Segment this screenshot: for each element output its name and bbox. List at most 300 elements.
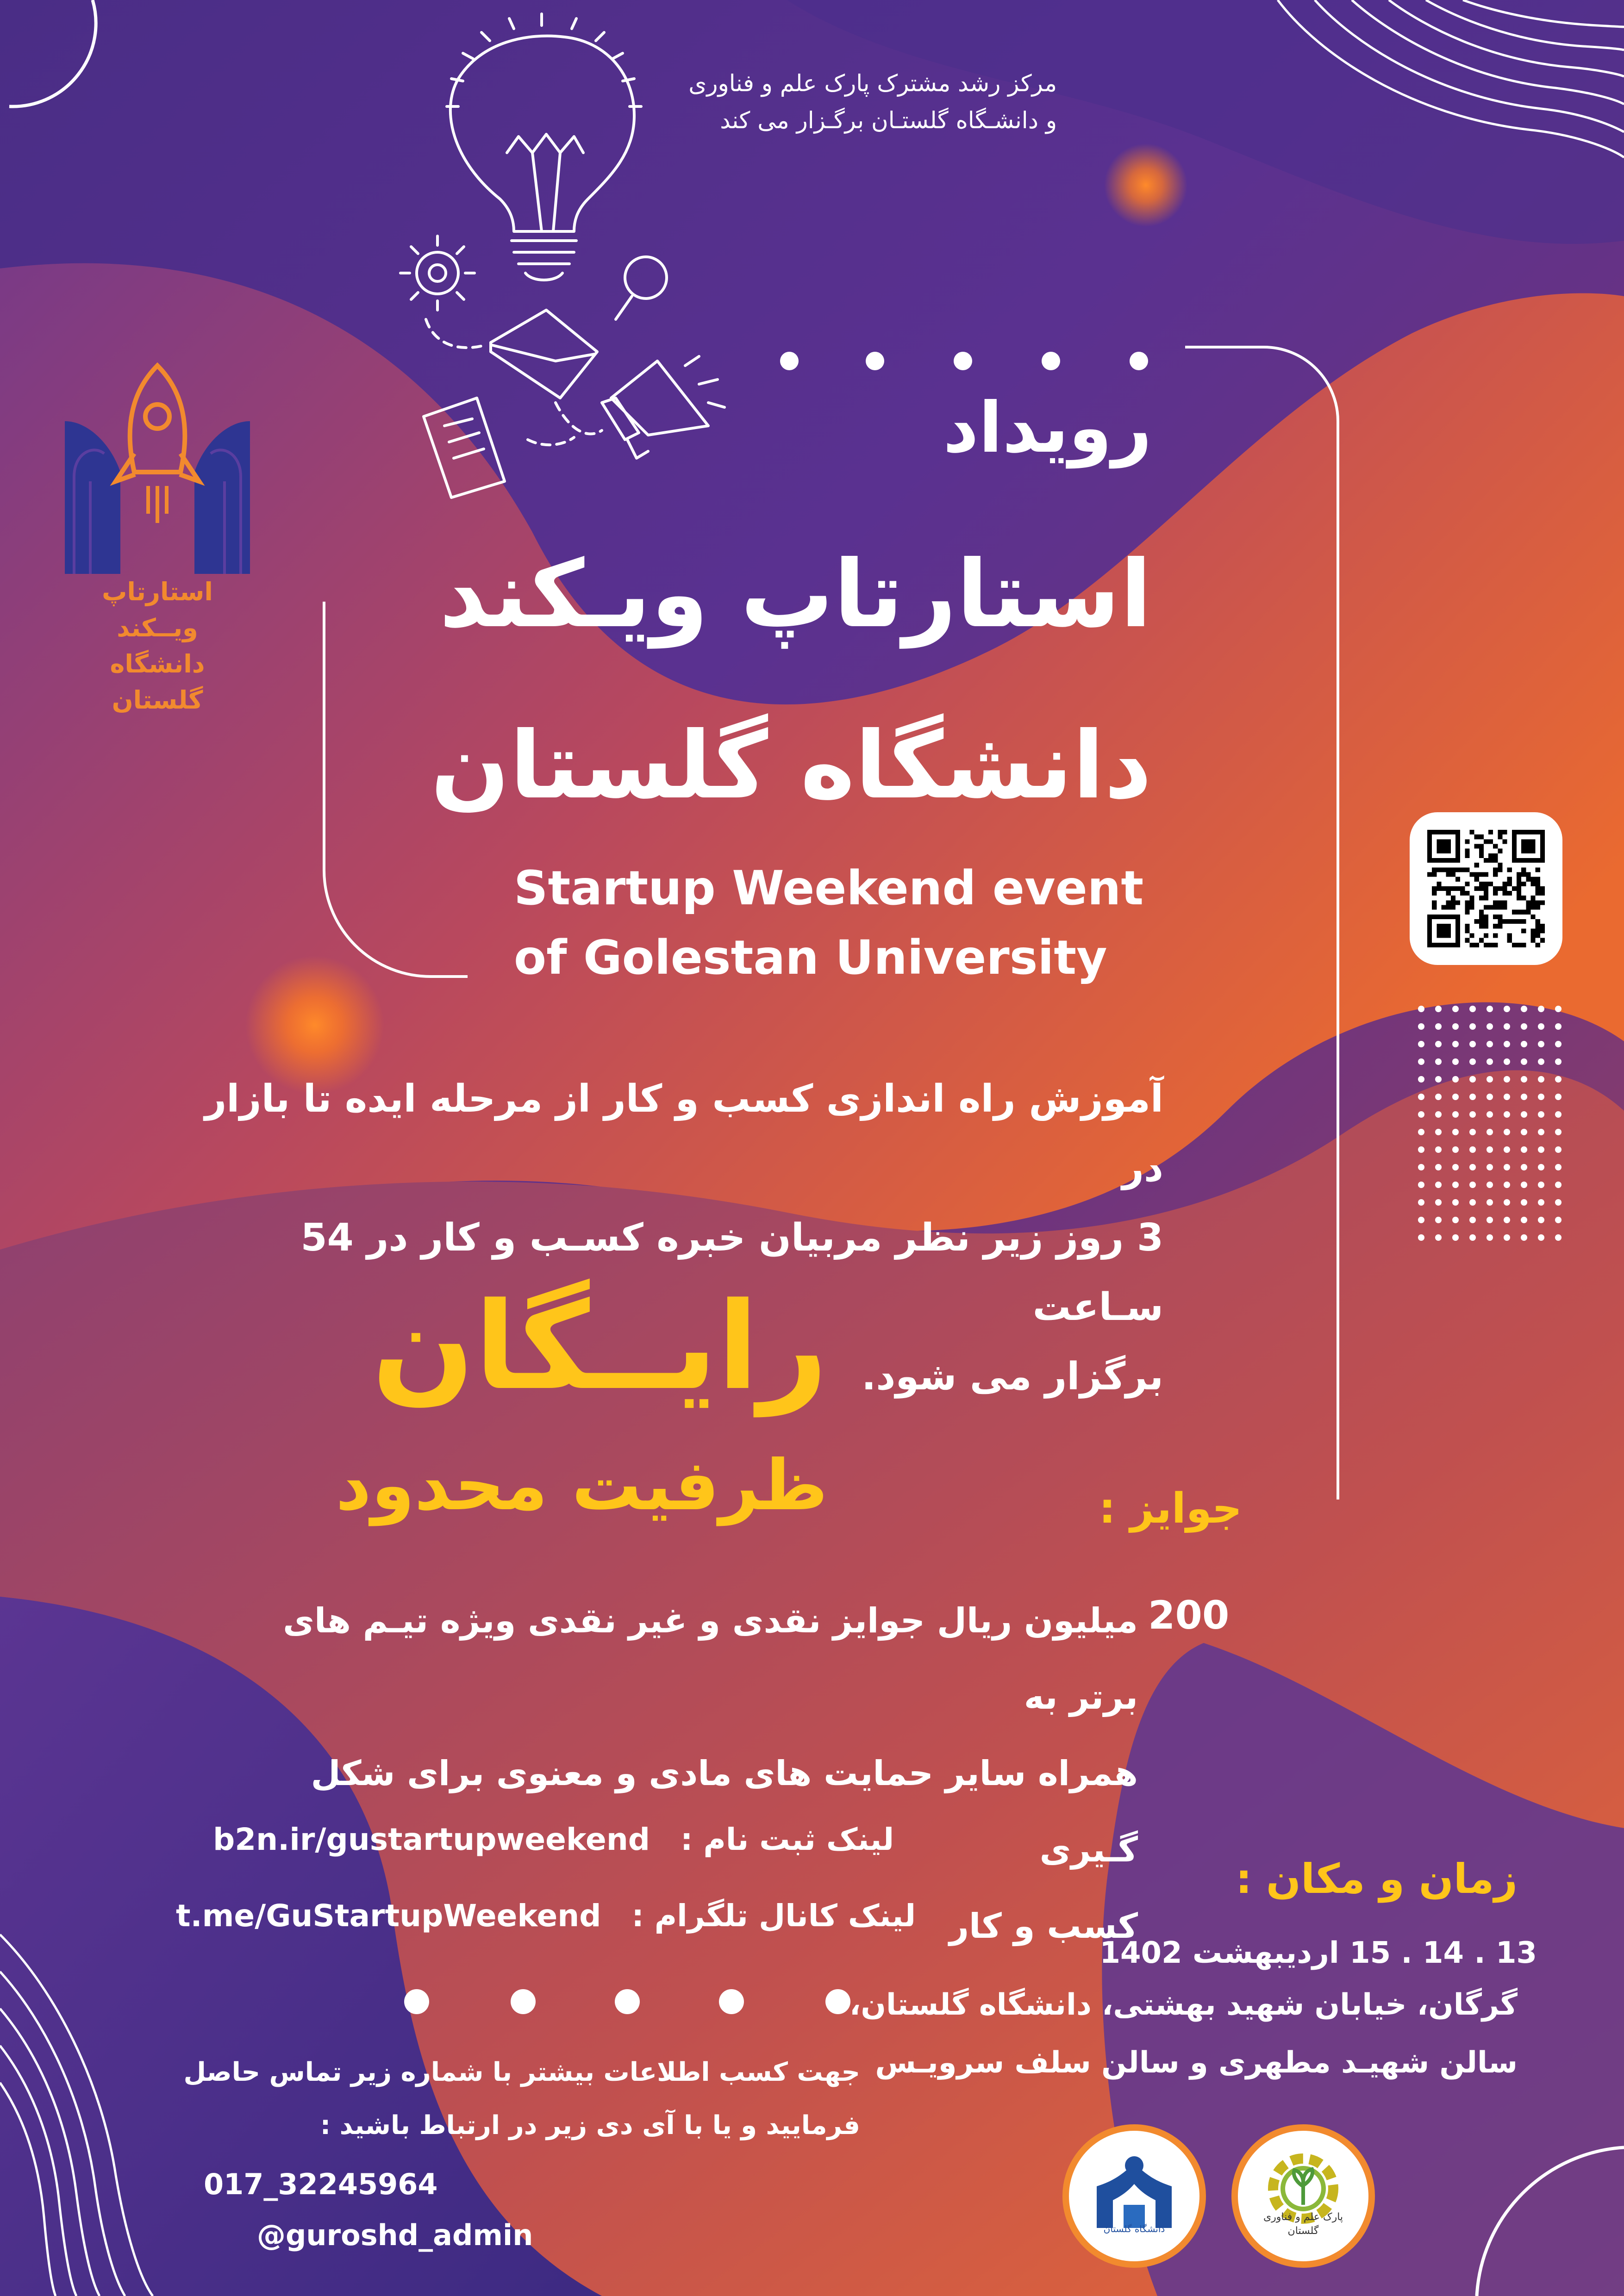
decor-dot — [1418, 1041, 1424, 1047]
qr-module — [1465, 891, 1469, 896]
decor-dot — [1504, 1041, 1510, 1047]
qr-module — [1517, 943, 1521, 947]
decor-dot — [1435, 1164, 1442, 1170]
qr-module — [1517, 886, 1521, 891]
qr-module — [1437, 886, 1441, 891]
qr-module — [1493, 886, 1498, 891]
decor-dot — [1521, 1146, 1527, 1153]
decor-dot — [1435, 1129, 1442, 1135]
decor-dot — [1435, 1023, 1442, 1030]
decor-dot — [1418, 1058, 1424, 1065]
decor-dot — [1452, 1111, 1459, 1118]
qr-module — [1498, 863, 1502, 867]
qr-module — [1484, 943, 1488, 947]
qr-module — [1474, 919, 1479, 924]
qr-module — [1484, 924, 1488, 928]
qr-module — [1451, 872, 1455, 877]
contact-id[interactable]: @guroshd_admin — [257, 2218, 533, 2252]
qr-module — [1517, 882, 1521, 886]
qr-module — [1469, 900, 1474, 905]
decor-dot — [1452, 1182, 1459, 1188]
qr-module — [1531, 905, 1536, 910]
qr-module — [1474, 943, 1479, 947]
qr-module — [1526, 872, 1530, 877]
qr-module — [1503, 886, 1507, 891]
qr-module — [1521, 928, 1526, 933]
decor-dot — [1538, 1146, 1544, 1153]
science-park-badge — [1231, 2124, 1375, 2268]
qr-module — [1536, 882, 1540, 886]
decor-dot — [1521, 1094, 1527, 1100]
decor-dot — [1555, 1041, 1562, 1047]
decor-dot — [1538, 1217, 1544, 1223]
decor-dot — [1469, 1182, 1476, 1188]
qr-module — [1488, 882, 1493, 886]
decor-dot — [1487, 1111, 1493, 1118]
qr-module — [1455, 867, 1460, 872]
register-label: لینک ثبت نام : — [681, 1822, 894, 1857]
decor-dot — [1452, 1094, 1459, 1100]
decor-dot — [1538, 1164, 1544, 1170]
qr-module — [1536, 928, 1540, 933]
qr-module — [1512, 886, 1517, 891]
decor-dot — [1555, 1076, 1562, 1083]
qr-module — [1493, 900, 1498, 905]
decor-dot — [1418, 1199, 1424, 1206]
qr-module — [1446, 891, 1451, 896]
qr-module — [1521, 882, 1526, 886]
register-link-row — [213, 1814, 893, 1865]
qr-module — [1517, 872, 1521, 877]
decor-dot — [1452, 1199, 1459, 1206]
decor-dot — [1487, 1164, 1493, 1170]
qr-module — [1517, 891, 1521, 896]
decor-dot — [1435, 1058, 1442, 1065]
qr-module — [1479, 853, 1484, 858]
decor-dot — [1555, 1023, 1562, 1030]
decor-dot — [1418, 1182, 1424, 1188]
english-title-line-2: of Golestan University — [514, 930, 1107, 985]
qr-module — [1512, 910, 1517, 915]
decor-dot — [1435, 1076, 1442, 1083]
qr-module — [1503, 882, 1507, 886]
qr-code[interactable] — [1410, 812, 1562, 965]
decor-dot — [1521, 1164, 1527, 1170]
qr-module — [1531, 877, 1536, 882]
qr-module — [1493, 943, 1498, 947]
decor-dot — [1435, 1217, 1442, 1223]
qr-module — [1446, 886, 1451, 891]
qr-module — [1507, 882, 1512, 886]
decor-dot — [1504, 1111, 1510, 1118]
decor-dot — [1418, 1234, 1424, 1241]
decor-dot — [1555, 1199, 1562, 1206]
qr-module — [1512, 919, 1517, 924]
prizes-line-1: میلیون ریال جوایز نقدی و غیر نقدی ویژه تیـم های برتر به — [283, 1601, 1138, 1717]
qr-module — [1479, 849, 1484, 853]
logo-line-2: دانشگاه گلستان — [110, 649, 205, 715]
qr-module — [1517, 877, 1521, 882]
university-badge-text: دانشگاه گلستان — [1103, 2223, 1165, 2234]
qr-module — [1503, 839, 1507, 844]
prizes-heading: جوایز : — [1099, 1484, 1242, 1533]
qr-module — [1465, 938, 1469, 943]
decor-dot — [1452, 1076, 1459, 1083]
qr-module — [1488, 943, 1493, 947]
qr-module — [1465, 910, 1469, 915]
qr-module — [1479, 919, 1484, 924]
decor-dot — [1418, 1129, 1424, 1135]
qr-module — [1536, 886, 1540, 891]
qr-module — [1536, 891, 1540, 896]
qr-module — [1455, 900, 1460, 905]
decor-dot — [1487, 1058, 1493, 1065]
contact-info — [166, 2046, 860, 2152]
decor-dot — [1435, 1182, 1442, 1188]
qr-module — [1498, 924, 1502, 928]
decor-dot — [1435, 1094, 1442, 1100]
qr-module — [1446, 872, 1451, 877]
qr-module — [1536, 933, 1540, 938]
qr-module — [1451, 896, 1455, 900]
decor-dot — [1504, 1217, 1510, 1223]
qr-module — [1531, 928, 1536, 933]
qr-module — [1517, 910, 1521, 915]
event-label: رویداد — [943, 388, 1152, 468]
contact-phone[interactable]: 017_32245964 — [204, 2167, 438, 2201]
decor-dot — [1555, 1164, 1562, 1170]
telegram-link-row — [176, 1891, 916, 1941]
qr-module — [1465, 853, 1469, 858]
qr-module — [1432, 886, 1437, 891]
decor-dot — [1521, 1076, 1527, 1083]
qr-module — [1536, 867, 1540, 872]
qr-module — [1484, 915, 1488, 919]
qr-module — [1484, 858, 1488, 863]
decor-dot — [1504, 1094, 1510, 1100]
decor-dot — [1487, 1006, 1493, 1012]
qr-module — [1432, 905, 1437, 910]
decor-dot — [1469, 1146, 1476, 1153]
qr-module — [1540, 886, 1545, 891]
qr-module — [1465, 882, 1469, 886]
decor-dot — [1435, 1041, 1442, 1047]
qr-module — [1498, 900, 1502, 905]
decor-dot — [1538, 1041, 1544, 1047]
description-line-1: آموزش راه اندازی کسب و کار از مرحله ایده تا بازار در — [205, 1077, 1163, 1190]
decor-dot — [1504, 1182, 1510, 1188]
decor-dot — [1418, 1164, 1424, 1170]
qr-module — [1465, 867, 1469, 872]
qr-module — [1479, 882, 1484, 886]
decor-dot — [1418, 1217, 1424, 1223]
qr-module — [1493, 844, 1498, 848]
qr-module — [1526, 877, 1530, 882]
qr-module — [1451, 867, 1455, 872]
qr-module — [1432, 900, 1437, 905]
decor-dot — [1469, 1164, 1476, 1170]
qr-module — [1432, 872, 1437, 877]
qr-module — [1498, 867, 1502, 872]
decor-dot — [1521, 1111, 1527, 1118]
decor-dot — [1469, 1199, 1476, 1206]
qr-module — [1521, 839, 1535, 853]
qr-module — [1469, 896, 1474, 900]
qr-module — [1484, 886, 1488, 891]
decor-dot — [1538, 1023, 1544, 1030]
decor-dot — [1469, 1041, 1476, 1047]
decor-dot — [1555, 1058, 1562, 1065]
qr-module — [1512, 943, 1517, 947]
description-line-3: برگزار می شود. — [862, 1355, 1163, 1399]
qr-module — [1540, 891, 1545, 896]
decor-dot — [1555, 1234, 1562, 1241]
qr-module — [1437, 867, 1441, 872]
qr-module — [1493, 905, 1498, 910]
decor-dot — [1521, 1006, 1527, 1012]
organizer-line-2: و دانشـگاه گلستـان برگـزار می کند — [720, 107, 1057, 134]
decor-dot — [1538, 1058, 1544, 1065]
qr-module — [1437, 882, 1441, 886]
qr-module — [1531, 900, 1536, 905]
decor-dot — [1487, 1023, 1493, 1030]
decor-dot — [1418, 1006, 1424, 1012]
qr-module — [1488, 853, 1493, 858]
telegram-label: لینک کانال تلگرام : — [631, 1898, 916, 1934]
event-date: 13 . 14 . 15 اردیبهشت 1402 — [1099, 1936, 1537, 1970]
qr-module — [1479, 938, 1484, 943]
decor-dot — [1538, 1076, 1544, 1083]
decor-dot — [1452, 1041, 1459, 1047]
qr-module — [1451, 900, 1455, 905]
qr-module — [1493, 891, 1498, 896]
decor-dot — [1538, 1234, 1544, 1241]
decor-dot — [1504, 1164, 1510, 1170]
qr-module — [1498, 830, 1502, 834]
prizes-line-2: همراه سایر حمایت های مادی و معنوی برای شکل گـیری — [311, 1754, 1138, 1870]
decor-dot — [1555, 1129, 1562, 1135]
decor-dot — [1469, 1058, 1476, 1065]
science-park-gear-icon — [1238, 2131, 1368, 2261]
qr-module — [1469, 905, 1474, 910]
startup-weekend-logo — [60, 361, 255, 715]
decor-dot — [1418, 1094, 1424, 1100]
qr-module — [1469, 943, 1474, 947]
qr-module — [1465, 928, 1469, 933]
decor-dot — [1504, 1076, 1510, 1083]
qr-module — [1469, 933, 1474, 938]
decor-dot — [1504, 1058, 1510, 1065]
qr-module — [1484, 872, 1488, 877]
qr-module — [1536, 919, 1540, 924]
venue-line-1: گرگان، خیابان شهید بهشتی، دانشگاه گلستان، — [849, 1988, 1518, 2022]
qr-module — [1432, 867, 1437, 872]
prizes-line-3: کسب و کار — [949, 1906, 1138, 1946]
qr-module — [1507, 919, 1512, 924]
decor-dot — [1418, 1146, 1424, 1153]
qr-module — [1521, 872, 1526, 877]
qr-module — [1484, 896, 1488, 900]
decor-dot — [1469, 1094, 1476, 1100]
qr-module — [1503, 905, 1507, 910]
decor-dot — [1452, 1164, 1459, 1170]
qr-module — [1484, 919, 1488, 924]
qr-module — [1474, 877, 1479, 882]
qr-module — [1460, 891, 1465, 896]
qr-module — [1493, 858, 1498, 863]
qr-module — [1540, 900, 1545, 905]
qr-module — [1536, 900, 1540, 905]
decor-dot — [1555, 1111, 1562, 1118]
qr-module — [1498, 915, 1502, 919]
event-title-line-1: استارتاپ ویـکند — [439, 541, 1152, 648]
qr-module — [1521, 910, 1526, 915]
free-badge: رایــگان — [372, 1277, 828, 1417]
decor-dot — [1521, 1182, 1527, 1188]
qr-module — [1531, 938, 1536, 943]
qr-module — [1469, 830, 1474, 834]
qr-module — [1460, 886, 1465, 891]
qr-module — [1498, 849, 1502, 853]
qr-module — [1507, 867, 1512, 872]
decor-dot — [1452, 1217, 1459, 1223]
decor-dot — [1521, 1234, 1527, 1241]
decor-dot — [1418, 1023, 1424, 1030]
qr-module — [1474, 844, 1479, 848]
qr-module — [1488, 905, 1493, 910]
qr-module — [1493, 915, 1498, 919]
qr-module — [1437, 839, 1450, 853]
contact-line-2: فرمایید و یا با آی دی زیر در ارتباط باشید : — [320, 2110, 860, 2140]
decor-dot — [1418, 1111, 1424, 1118]
qr-module — [1503, 900, 1507, 905]
qr-module — [1503, 830, 1507, 834]
decor-dot — [1469, 1006, 1476, 1012]
qr-module — [1521, 867, 1526, 872]
decor-dot — [1452, 1146, 1459, 1153]
decor-dot — [1555, 1182, 1562, 1188]
decor-dot — [1504, 1199, 1510, 1206]
decor-dot — [1487, 1234, 1493, 1241]
qr-module — [1474, 872, 1479, 877]
qr-module — [1460, 867, 1465, 872]
telegram-url[interactable]: t.me/GuStartupWeekend — [176, 1898, 601, 1934]
english-title-line-1: Startup Weekend event — [514, 861, 1144, 916]
decor-dot — [1555, 1146, 1562, 1153]
qr-module — [1488, 858, 1493, 863]
event-title-line-2: دانشگاه گلستان — [431, 712, 1152, 820]
qr-module — [1479, 844, 1484, 848]
qr-module — [1441, 886, 1446, 891]
decor-dot — [1504, 1023, 1510, 1030]
qr-module — [1498, 886, 1502, 891]
venue-address — [823, 1976, 1518, 2092]
organizer-text — [640, 65, 1057, 139]
qr-module — [1479, 910, 1484, 915]
decor-dot — [1487, 1217, 1493, 1223]
qr-module — [1465, 849, 1469, 853]
qr-module — [1507, 877, 1512, 882]
decor-dot — [1469, 1217, 1476, 1223]
qr-module — [1479, 834, 1484, 839]
qr-module — [1536, 924, 1540, 928]
qr-module — [1507, 891, 1512, 896]
venue-heading: زمان و مکان : — [1236, 1855, 1518, 1903]
contact-line-1: جهت کسب اطلاعات بیشتر با شماره زیر تماس حاصل — [183, 2057, 860, 2087]
qr-module — [1536, 943, 1540, 947]
decor-dot — [1504, 1006, 1510, 1012]
qr-module — [1526, 900, 1530, 905]
qr-module — [1493, 933, 1498, 938]
qr-module — [1521, 919, 1526, 924]
qr-module — [1465, 839, 1469, 844]
qr-module — [1465, 924, 1469, 928]
decor-dot — [1504, 1146, 1510, 1153]
decor-dot — [1538, 1129, 1544, 1135]
university-badge — [1062, 2124, 1206, 2268]
rocket-building-icon — [60, 361, 255, 583]
decor-dot — [1521, 1199, 1527, 1206]
organizer-line-1: مرکز رشد مشترک پارک علم و فناوری — [688, 70, 1057, 97]
qr-module — [1479, 886, 1484, 891]
decor-dot — [1435, 1199, 1442, 1206]
qr-module — [1507, 938, 1512, 943]
logo-text — [60, 574, 255, 718]
qr-module — [1446, 905, 1451, 910]
register-url[interactable]: b2n.ir/gustartupweekend — [213, 1822, 650, 1857]
decor-dot — [1452, 1023, 1459, 1030]
qr-module — [1446, 867, 1451, 872]
qr-module — [1531, 915, 1536, 919]
decor-dot — [1487, 1041, 1493, 1047]
qr-module — [1531, 882, 1536, 886]
qr-module — [1479, 915, 1484, 919]
decor-dot — [1555, 1094, 1562, 1100]
qr-module — [1493, 867, 1498, 872]
qr-module — [1484, 891, 1488, 896]
qr-module — [1540, 928, 1545, 933]
qr-module — [1531, 896, 1536, 900]
qr-module — [1526, 910, 1530, 915]
qr-module — [1441, 867, 1446, 872]
decor-dot — [1521, 1129, 1527, 1135]
qr-module — [1488, 839, 1493, 844]
decor-dot — [1538, 1199, 1544, 1206]
decor-dot — [1521, 1023, 1527, 1030]
decor-dot — [1452, 1058, 1459, 1065]
qr-module — [1474, 863, 1479, 867]
qr-module — [1493, 872, 1498, 877]
decor-dot — [1487, 1129, 1493, 1135]
qr-module — [1493, 853, 1498, 858]
decor-dot — [1452, 1234, 1459, 1241]
qr-module — [1465, 905, 1469, 910]
qr-module — [1437, 924, 1450, 938]
decor-dot — [1469, 1023, 1476, 1030]
decor-dot — [1487, 1146, 1493, 1153]
qr-module — [1531, 933, 1536, 938]
prize-amount: 200 — [1148, 1593, 1230, 1638]
decor-dot — [1487, 1076, 1493, 1083]
decor-dot — [1469, 1234, 1476, 1241]
decor-dot — [1452, 1129, 1459, 1135]
decor-dot — [1487, 1182, 1493, 1188]
qr-module — [1469, 872, 1474, 877]
decor-dot — [1538, 1094, 1544, 1100]
qr-module — [1498, 905, 1502, 910]
decor-dot — [1504, 1234, 1510, 1241]
decor-dot — [1487, 1199, 1493, 1206]
